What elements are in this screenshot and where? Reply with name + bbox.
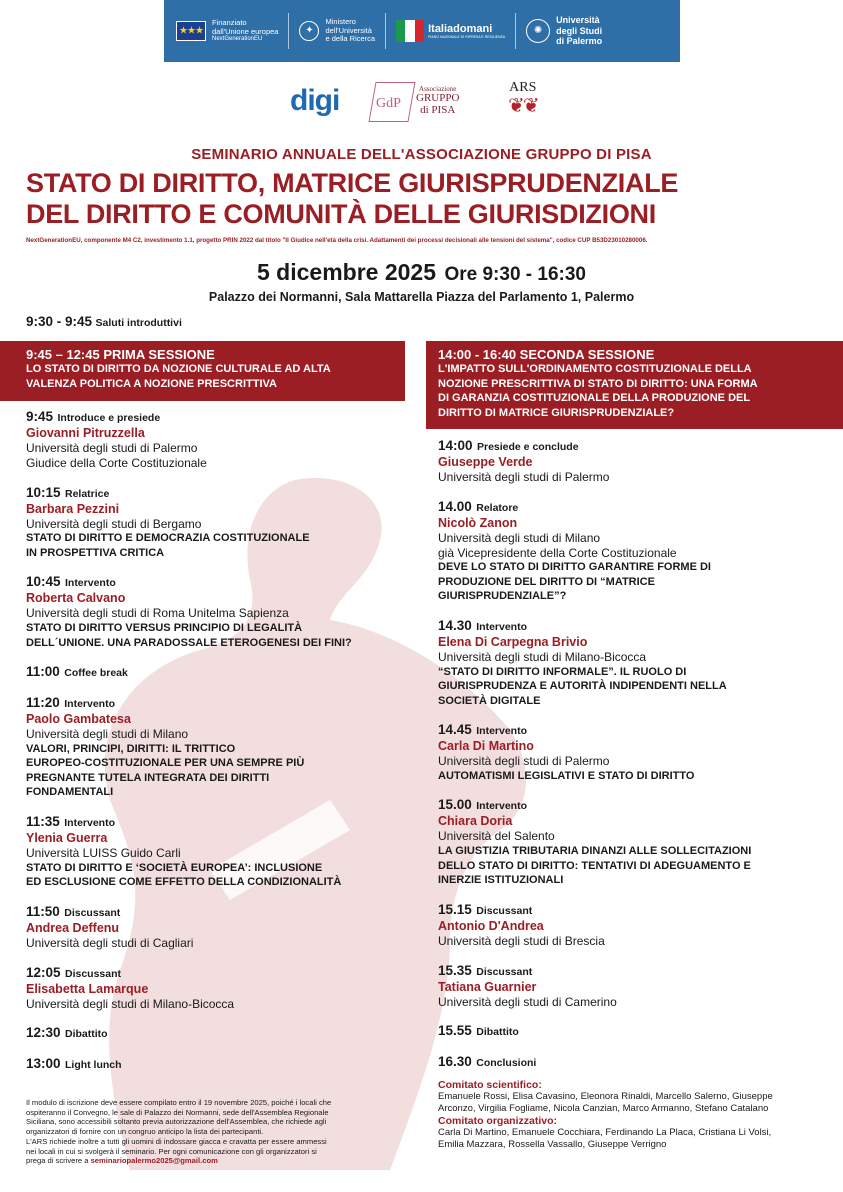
mur-seal-icon: ✦ (299, 21, 319, 41)
note-line: L'ARS richiede inoltre a tutti gli uomini di indossare giacca e cravatta per essere ammessi (26, 1136, 327, 1146)
speaker-name: Chiara Doria (438, 814, 513, 829)
program-entry (438, 1054, 833, 1071)
eu-line: dall'Unione europea (212, 26, 279, 36)
entry-time: 12:05 (26, 964, 61, 980)
speaker-name: Paolo Gambatesa (26, 712, 131, 727)
talk-title-line: STATO DI DIRITTO VERSUS PRINCIPIO DI LEGALITÀ (26, 622, 303, 635)
entry-role: Intervento (476, 620, 528, 633)
title-line: DEL DIRITTO E COMUNITÀ DELLE GIURISDIZIONI (26, 199, 656, 229)
eu-flag-icon: ★★★ (176, 21, 206, 41)
program-entry (438, 618, 833, 708)
speaker-name: Antonio D'Andrea (438, 918, 544, 933)
entry-time: 15.15 (438, 901, 472, 917)
entry-role: Relatore (476, 501, 519, 514)
program-entry (438, 963, 833, 1010)
program-entry (438, 499, 833, 604)
talk-title-line: DELL´UNIONE. UNA PARADOSSALE ETEROGENESI DEI FINI? (26, 636, 352, 649)
entry-role: Discussant (64, 906, 121, 919)
ars-emblem-icon: ❦❦ (508, 95, 538, 117)
program-entry (438, 902, 833, 949)
talk-title-line: VALORI, PRINCIPI, DIRITTI: IL TRITTICO (26, 742, 236, 755)
mur-logo (299, 18, 375, 44)
gdp-line: Associazione (419, 85, 457, 93)
speaker-affiliation: Giudice della Corte Costituzionale (26, 455, 207, 470)
mur-line: Ministero (325, 17, 356, 27)
talk-title-line: EUROPEO-COSTITUZIONALE PER UNA SEMPRE PIÙ (26, 757, 305, 770)
speaker-affiliation: Università degli studi di Brescia (438, 933, 605, 948)
italiadomani-sub: PIANO NAZIONALE DI RIPRESA E RESILIENZA (428, 35, 506, 40)
eu-logo (176, 19, 278, 43)
unipa-line: degli Studi (556, 25, 603, 36)
program-entry (26, 695, 416, 800)
gdp-line: GRUPPO (416, 92, 460, 105)
speaker-name: Nicolò Zanon (438, 515, 518, 530)
talk-title-line: PREGNANTE TUTELA INTEGRATA DEI DIRITTI (26, 771, 270, 784)
unipa-seal-icon: ✺ (526, 19, 550, 43)
scientific-committee (438, 1079, 833, 1115)
entry-time: 11:00 (26, 664, 60, 680)
note-line: Siciliana, sono accessibili soltanto previa autorizzazione dell'Assemblea, che richiede agli (26, 1117, 327, 1127)
page-title (26, 168, 678, 230)
session2-subtitle-line: NOZIONE PRESCRITTIVA DI STATO DI DIRITTO: UNA FORMA (438, 377, 758, 390)
title-line: STATO DI DIRITTO, MATRICE GIURISPRUDENZIALE (26, 168, 679, 198)
gruppo-di-pisa-logo (372, 80, 482, 124)
talk-title-line: INERZIE ISTITUZIONALI (438, 874, 564, 887)
entry-role: Coffee break (64, 667, 128, 680)
talk-title-line: STATO DI DIRITTO E DEMOCRAZIA COSTITUZIONALE (26, 532, 310, 545)
speaker-affiliation: Università degli studi di Milano-Bicocca (26, 996, 235, 1011)
speaker-name: Carla Di Martino (438, 739, 534, 754)
seminar-heading: SEMINARIO ANNUALE DELL'ASSOCIAZIONE GRUPPO DI PISA (191, 146, 652, 163)
speaker-affiliation: Università degli studi di Milano (438, 530, 601, 545)
entry-time: 15.35 (438, 962, 472, 978)
date-text: 5 dicembre 2025 (257, 259, 437, 285)
talk-title-line: ED ESCLUSIONE COME EFFETTO DELLA CONDIZIONALITÀ (26, 876, 342, 889)
committee-members: Arconzo, Virgilia Fogliame, Nicola Canzian, Marco Armanno, Stefano Catalano (438, 1103, 769, 1115)
program-entry (26, 965, 416, 1012)
entry-time: 10:15 (26, 484, 61, 500)
speaker-name: Roberta Calvano (26, 591, 126, 606)
organizing-committee (438, 1115, 833, 1151)
program-entry (438, 438, 833, 485)
talk-title-line: DEVE LO STATO DI DIRITTO GARANTIRE FORME DI (438, 561, 711, 574)
speaker-affiliation: Università degli studi di Palermo (438, 754, 610, 769)
program-entry (26, 814, 416, 890)
eu-line: NextGenerationEU (212, 36, 263, 43)
speaker-affiliation: Università degli studi di Milano (26, 727, 189, 742)
entry-time: 11:35 (26, 813, 60, 829)
italiadomani-logo (396, 20, 505, 42)
entry-time: 14.00 (438, 498, 472, 514)
talk-title-line: IN PROSPETTIVA CRITICA (26, 546, 165, 559)
gdp-mark: GdP (376, 96, 401, 111)
talk-title-line: LA GIUSTIZIA TRIBUTARIA DINANZI ALLE SOLLECITAZIONI (438, 845, 752, 858)
note-line: Il modulo di iscrizione deve essere compilato entro il 19 novembre 2025, poiché i locali che (26, 1098, 332, 1107)
entry-role: Intervento (476, 800, 528, 813)
entry-time: 16.30 (438, 1054, 472, 1070)
program-entry (26, 904, 416, 951)
talk-title-line: “STATO DI DIRITTO INFORMALE”. IL RUOLO DI (438, 665, 687, 678)
session2-subtitle-line: L'IMPATTO SULL'ORDINAMENTO COSTITUZIONALE DELLA (438, 363, 752, 375)
talk-title-line: STATO DI DIRITTO E ‘SOCIETÀ EUROPEA’: INCLUSIONE (26, 861, 323, 874)
entry-time: 11:20 (26, 695, 60, 711)
program-entry (26, 1025, 416, 1042)
ars-logo (508, 80, 538, 116)
funding-banner (164, 0, 680, 62)
committee-label: Comitato scientifico: (438, 1079, 542, 1092)
eu-line: Finanziato (212, 17, 247, 27)
note-line: nei locali in cui si svolgerà il seminario. Per ogni comunicazione con gli organizzatori si (26, 1146, 317, 1156)
talk-title-line: AUTOMATISMI LEGISLATIVI E STATO DI DIRITTO (438, 769, 695, 782)
session2-subtitle-line: DIRITTO DI MATRICE GIURISPRUDENZIALE? (438, 406, 675, 419)
divider (385, 13, 386, 49)
registration-note (26, 1098, 411, 1166)
speaker-name: Tatiana Guarnier (438, 979, 537, 994)
opening-label: Saluti introduttivi (95, 317, 182, 329)
session2-program (438, 438, 833, 1151)
program-entry (26, 485, 416, 561)
mur-line: dell'Università (325, 25, 372, 35)
divider (515, 13, 516, 49)
committee-members: Emanuele Rossi, Elisa Cavasino, Eleonora Rinaldi, Marcello Salerno, Giuseppe (438, 1091, 773, 1103)
entry-role: Dibattito (476, 1026, 519, 1039)
session1-title: 9:45 – 12:45 PRIMA SESSIONE (26, 347, 215, 362)
speaker-name: Elisabetta Lamarque (26, 981, 149, 996)
entry-time: 12:30 (26, 1025, 61, 1041)
unipa-line: di Palermo (556, 36, 603, 47)
entry-time: 10:45 (26, 574, 61, 590)
talk-title-line: FONDAMENTALI (26, 786, 114, 799)
note-line (26, 1156, 411, 1166)
time-text: Ore 9:30 - 16:30 (444, 264, 586, 285)
unipa-line: Università (556, 15, 600, 26)
entry-time: 15.00 (438, 797, 472, 813)
talk-title-line: GIURISPRUDENZA E AUTORITÀ INDIPENDENTI NELLA (438, 680, 727, 693)
program-entry (438, 797, 833, 887)
program-entry (438, 722, 833, 783)
session1-header (0, 341, 405, 401)
entry-role: Discussant (476, 965, 533, 978)
entry-role: Presiede e conclude (476, 441, 579, 453)
program-entry (26, 1056, 416, 1073)
digi-logo (290, 84, 339, 120)
speaker-affiliation: Università degli studi di Palermo (26, 441, 198, 455)
committee-members: Carla Di Martino, Emanuele Cocchiara, Ferdinando La Placa, Cristiana Li Volsi, (438, 1127, 772, 1139)
speaker-affiliation: già Vicepresidente della Corte Costituzionale (438, 545, 677, 560)
note-line: organizzatori di fornire con un congruo anticipo la lista dei partecipanti. (26, 1127, 264, 1137)
entry-role: Introduce e presiede (57, 412, 161, 424)
session1-subtitle-line: VALENZA POLITICA A NOZIONE PRESCRITTIVA (26, 377, 277, 390)
entry-time: 15.55 (438, 1023, 472, 1039)
mur-line: e della Ricerca (325, 34, 376, 44)
opening-time: 9:30 - 9:45 (26, 314, 93, 329)
speaker-name: Elena Di Carpegna Brivio (438, 634, 588, 649)
italiadomani-name: Italiadomani (428, 22, 493, 35)
entry-time: 9:45 (26, 409, 54, 424)
entry-time: 14:00 (438, 438, 473, 453)
contact-email-link[interactable]: seminariopalermo2025@gmail.com (90, 1156, 218, 1166)
entry-role: Dibattito (64, 1028, 108, 1041)
speaker-name: Giovanni Pitruzzella (26, 426, 145, 440)
speaker-name: Barbara Pezzini (26, 501, 120, 516)
program-entry (26, 574, 416, 650)
talk-title-line: GIURISPRUDENZIALE”? (438, 590, 567, 603)
speaker-affiliation: Università degli studi di Roma Unitelma Sapienza (26, 606, 289, 621)
note-prefix: prega di scrivere a (26, 1156, 91, 1166)
entry-time: 14.30 (438, 617, 472, 633)
speaker-affiliation: Università degli studi di Milano-Bicocca (438, 649, 647, 664)
speaker-affiliation: Università degli studi di Palermo (438, 470, 610, 484)
session1-subtitle-line: LO STATO DI DIRITTO DA NOZIONE CULTURALE AD ALTA (26, 363, 331, 375)
session2-header (426, 341, 843, 429)
session2-title: 14:00 - 16:40 SECONDA SESSIONE (438, 347, 655, 362)
program-entry (438, 1023, 833, 1040)
entry-role: Intervento (64, 816, 116, 829)
speaker-affiliation: Università degli studi di Camerino (438, 994, 617, 1009)
event-date (0, 259, 843, 286)
entry-role: Intervento (64, 698, 116, 711)
venue: Palazzo dei Normanni, Sala Mattarella Piazza del Parlamento 1, Palermo (208, 290, 635, 304)
committee-label: Comitato organizzativo: (438, 1115, 558, 1128)
divider (288, 13, 289, 49)
talk-title-line: PRODUZIONE DEL DIRITTO DI “MATRICE (438, 575, 655, 588)
entry-role: Light lunch (64, 1059, 122, 1072)
session2-subtitle-line: DI GARANZIA COSTITUZIONALE DELLA PRODUZIONE DEL (438, 392, 751, 404)
session1-program (26, 409, 416, 1073)
speaker-affiliation: Università del Salento (438, 829, 555, 844)
speaker-affiliation: Università LUISS Guido Carli (26, 845, 181, 860)
speaker-affiliation: Università degli studi di Bergamo (26, 516, 202, 531)
note-line: ospiteranno il Convegno, le sale di Palazzo dei Normanni, sede dell'Assemblea Regionale (26, 1107, 329, 1117)
entry-role: Relatrice (64, 487, 110, 500)
entry-time: 14.45 (438, 722, 472, 738)
speaker-affiliation: Università degli studi di Cagliari (26, 935, 194, 950)
entry-role: Conclusioni (476, 1057, 537, 1070)
speaker-name: Andrea Deffenu (26, 920, 120, 935)
digi-wordmark: digi (290, 84, 340, 117)
speaker-name: Ylenia Guerra (26, 830, 108, 845)
funding-note: NextGenerationEU, componente M4 C2, investimento 1.1, progetto PRIN 2022 dal titolo "Il Giudice nell'età della crisi. Adattamenti dei processi decisionali alle tensioni del sistema", codice CUP B53D23010280006. (26, 237, 648, 244)
gdp-line: di PISA (420, 103, 456, 116)
entry-time: 13:00 (26, 1056, 61, 1072)
entry-role: Discussant (476, 904, 533, 917)
ars-wordmark: ARS (509, 80, 537, 95)
talk-title-line: DELLO STATO DI DIRITTO: TENTATIVI DI ADEGUAMENTO E (438, 859, 751, 872)
committee-members: Emilia Mazzara, Rossella Vassallo, Giuseppe Verrigno (438, 1139, 667, 1151)
opening-greetings (26, 314, 182, 329)
unipa-logo (526, 15, 602, 46)
entry-time: 11:50 (26, 903, 60, 919)
italy-flag-icon (396, 20, 424, 42)
entry-role: Intervento (476, 725, 528, 738)
program-entry (26, 409, 416, 471)
program-entry (26, 664, 416, 681)
speaker-name: Giuseppe Verde (438, 455, 533, 469)
entry-role: Discussant (64, 967, 122, 980)
entry-role: Intervento (64, 577, 116, 590)
talk-title-line: SOCIETÀ DIGITALE (438, 694, 541, 707)
